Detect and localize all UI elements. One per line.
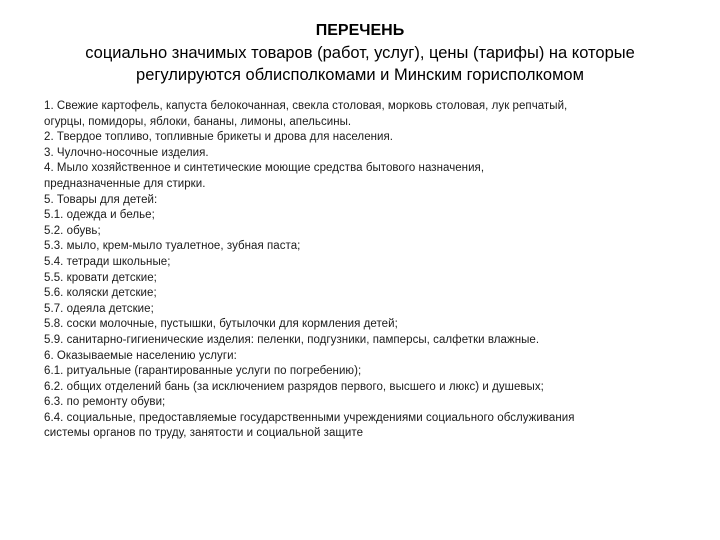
list-item: 4. Мыло хозяйственное и синтетические моющие средства бытового назначения,: [44, 162, 485, 175]
list-item: 5.5. кровати детские;: [44, 271, 157, 284]
page-title: ПЕРЕЧЕНЬ: [315, 22, 405, 39]
list-item: 1. Свежие картофель, капуста белокочанная, свекла столовая, морковь столовая, лук репчатый,: [44, 100, 568, 112]
list-item: системы органов по труду, занятости и социальной защите: [44, 427, 364, 440]
list-item: предназначенные для стирки.: [44, 177, 206, 190]
list-item: 2. Твердое топливо, топливные брикеты и дрова для населения.: [44, 131, 394, 144]
list-item: 3. Чулочно-носочные изделия.: [44, 146, 209, 159]
list-item: 5.6. коляски детские;: [44, 287, 157, 300]
list-item: 6.2. общих отделений бань (за исключением разрядов первого, высшего и люкс) и душевых;: [44, 380, 544, 393]
list-item: 6.1. ритуальные (гарантированные услуги по погребению);: [44, 365, 362, 378]
subtitle-line-2: регулируются облисполкомами и Минским горисполкомом: [136, 66, 584, 84]
list-item: 5.8. соски молочные, пустышки, бутылочки для кормления детей;: [44, 318, 398, 331]
list-item: 5.2. обувь;: [44, 224, 101, 237]
list-item: 5.4. тетради школьные;: [44, 255, 171, 268]
title-block: [30, 20, 690, 86]
list-item: 6. Оказываемые населению услуги:: [44, 349, 237, 362]
list-item: 6.3. по ремонту обуви;: [44, 396, 166, 409]
list-item: 6.4. социальные, предоставляемые государственными учреждениями социального обслуживания: [44, 411, 575, 424]
list-item: 5.1. одежда и белье;: [44, 209, 155, 222]
list-item: 5. Товары для детей:: [44, 193, 158, 206]
subtitle-line-1: социально значимых товаров (работ, услуг), цены (тарифы) на которые: [85, 44, 635, 62]
list-item: 5.7. одеяла детские;: [44, 302, 154, 315]
list-item: 5.9. санитарно-гигиенические изделия: пеленки, подгузники, памперсы, салфетки влажные.: [44, 333, 540, 346]
goods-list: [44, 99, 694, 442]
list-item: огурцы, помидоры, яблоки, бананы, лимоны, апельсины.: [44, 115, 352, 128]
list-item: 5.3. мыло, крем-мыло туалетное, зубная паста;: [44, 240, 301, 253]
